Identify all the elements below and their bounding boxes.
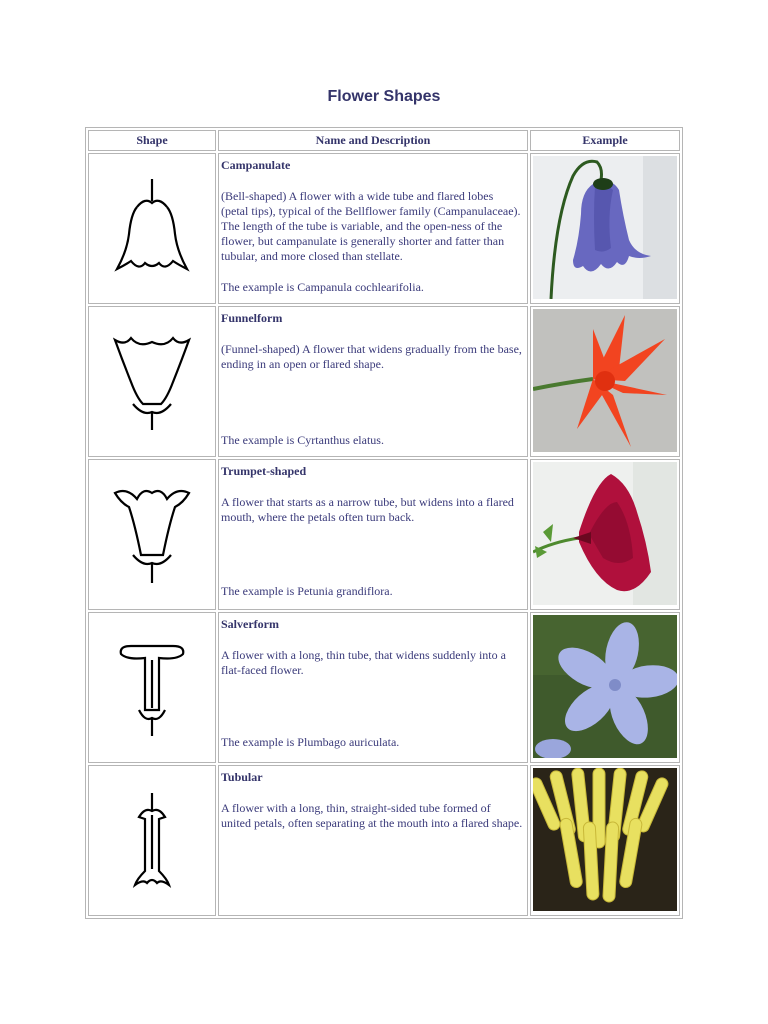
salverform-shape-icon xyxy=(107,638,197,738)
table-row xyxy=(88,765,680,916)
photo-cell xyxy=(530,765,680,916)
table-header-row xyxy=(88,130,680,151)
photo-cell xyxy=(530,612,680,763)
flower-description: (Bell-shaped) A flower with a wide tube and flared lobes (petal tips), typical of the Bellflower family (Campanulaceae). The length of the tube is variable, and the open-ness of the flower, but campanulate is generally shorter and fatter than tubular, and more closed than stellate. xyxy=(221,189,521,263)
campanula-photo xyxy=(533,156,677,299)
plumbago-photo xyxy=(533,615,677,758)
flower-name: Salverform xyxy=(221,617,279,631)
tubular-shape-icon xyxy=(107,791,197,891)
table-row xyxy=(88,153,680,304)
photo-cell xyxy=(530,459,680,610)
tubular-flower-photo xyxy=(533,768,677,911)
description-cell xyxy=(218,765,528,916)
flower-example: The example is Petunia grandiflora. xyxy=(221,584,393,598)
cyrtanthus-photo xyxy=(533,309,677,452)
shape-cell xyxy=(88,153,216,304)
flower-shapes-table xyxy=(85,127,683,919)
flower-name: Trumpet-shaped xyxy=(221,464,307,478)
description-cell xyxy=(218,306,528,457)
funnel-shape-icon xyxy=(107,332,197,432)
flower-example: The example is Cyrtanthus elatus. xyxy=(221,433,384,447)
flower-name: Campanulate xyxy=(221,158,291,172)
shape-cell xyxy=(88,765,216,916)
description-cell xyxy=(218,612,528,763)
flower-description: (Funnel-shaped) A flower that widens gradually from the base, ending in an open or flared shape. xyxy=(221,342,522,371)
flower-description: A flower that starts as a narrow tube, but widens into a flared mouth, where the petals often turn back. xyxy=(221,495,514,524)
flower-example: The example is Plumbago auriculata. xyxy=(221,735,400,749)
flower-description: A flower with a long, thin, straight-sided tube formed of united petals, often separating at the mouth into a flared shape. xyxy=(221,801,523,830)
petunia-photo xyxy=(533,462,677,605)
description-cell xyxy=(218,153,528,304)
header-example: Example xyxy=(530,130,680,151)
header-name-description: Name and Description xyxy=(218,130,528,151)
flower-description: A flower with a long, thin tube, that widens suddenly into a flat-faced flower. xyxy=(221,648,506,677)
flower-name: Tubular xyxy=(221,770,263,784)
table-row xyxy=(88,306,680,457)
description-cell xyxy=(218,459,528,610)
table-row xyxy=(88,612,680,763)
photo-cell xyxy=(530,153,680,304)
shape-cell xyxy=(88,306,216,457)
bell-shape-icon xyxy=(107,179,197,279)
shape-cell xyxy=(88,612,216,763)
page-title: Flower Shapes xyxy=(327,88,441,105)
photo-cell xyxy=(530,306,680,457)
header-shape: Shape xyxy=(88,130,216,151)
trumpet-shape-icon xyxy=(107,485,197,585)
table-row xyxy=(88,459,680,610)
flower-example: The example is Campanula cochlearifolia. xyxy=(221,280,424,294)
flower-name: Funnelform xyxy=(221,311,283,325)
shape-cell xyxy=(88,459,216,610)
